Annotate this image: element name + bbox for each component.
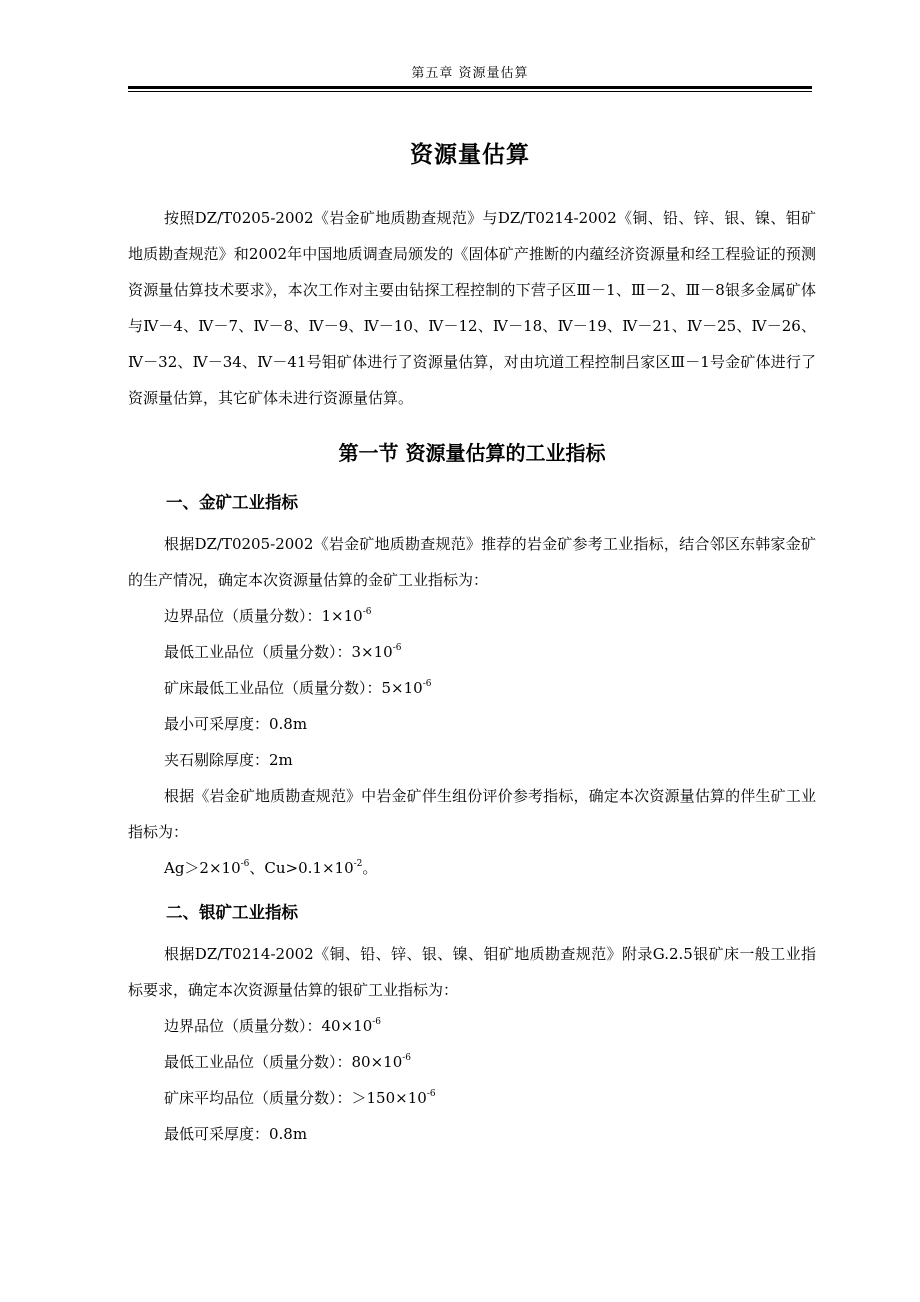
silver-average-grade <box>128 1080 816 1116</box>
silver-heading: 二、银矿工业指标 <box>166 903 298 922</box>
silver-min-industrial-value: 80×10 <box>351 1053 403 1071</box>
exponent: -6 <box>362 607 372 617</box>
gold-min-industrial-grade <box>128 634 816 670</box>
document-body <box>128 200 816 1152</box>
header-rule-secondary <box>128 91 812 92</box>
gold-min-industrial-label: 最低工业品位（质量分数）： <box>164 643 352 661</box>
gold-min-thickness: 最小可采厚度：0.8m <box>164 715 308 733</box>
silver-min-industrial-grade <box>128 1044 816 1080</box>
silver-cutoff-value: 40×10 <box>321 1017 373 1035</box>
silver-cutoff-grade <box>128 1008 816 1044</box>
gold-associated-indicators <box>128 850 816 886</box>
exponent: -6 <box>372 1017 382 1027</box>
gold-waste-thickness: 夹石剔除厚度：2m <box>164 751 293 769</box>
running-header: 第五章 资源量估算 <box>411 66 529 81</box>
gold-cutoff-label: 边界品位（质量分数）： <box>164 607 322 625</box>
exponent: -6 <box>422 679 432 689</box>
silver-assoc-value: Ag＞2×10 <box>164 859 241 877</box>
page-title: 资源量估算 <box>410 142 530 168</box>
copper-assoc-value: 、Cu>0.1×10 <box>249 859 354 877</box>
silver-min-industrial-label: 最低工业品位（质量分数）： <box>164 1053 352 1071</box>
silver-average-value: ＞150×10 <box>351 1089 427 1107</box>
gold-cutoff-value: 1×10 <box>321 607 363 625</box>
gold-min-industrial-value: 3×10 <box>351 643 393 661</box>
exponent: -6 <box>392 643 402 653</box>
exponent: -2 <box>353 859 363 869</box>
gold-associated-intro: 根据《岩金矿地质勘查规范》中岩金矿伴生组份评价参考指标，确定本次资源量估算的伴生矿工业指标为： <box>128 787 816 841</box>
intro-paragraph: 按照DZ/T0205-2002《岩金矿地质勘查规范》与DZ/T0214-2002《铜、铅、锌、银、镍、钼矿地质勘查规范》和2002年中国地质调查局颁发的《固体矿产推断的内蕴经济资源量和经工程验证的预测资源量估算技术要求》，本次工作对主要由钻探工程控制的下营子区Ⅲ－1、Ⅲ－2、Ⅲ－8银多金属矿体与Ⅳ－4、Ⅳ－7、Ⅳ－8、Ⅳ－9、Ⅳ－10、Ⅳ－12、Ⅳ－18、Ⅳ－19、Ⅳ－21、Ⅳ－25、Ⅳ－26、Ⅳ－32、Ⅳ－34、Ⅳ－41号钼矿体进行了资源量估算，对由坑道工程控制吕家区Ⅲ－1号金矿体进行了资源量估算，其它矿体未进行资源量估算。 <box>128 209 816 407</box>
sentence-end: 。 <box>362 859 378 877</box>
gold-deposit-min-label: 矿床最低工业品位（质量分数）： <box>164 679 382 697</box>
header-rule <box>128 86 812 89</box>
exponent: -6 <box>240 859 250 869</box>
gold-deposit-min-grade <box>128 670 816 706</box>
gold-heading: 一、金矿工业指标 <box>166 493 298 512</box>
gold-cutoff-grade <box>128 598 816 634</box>
silver-min-thickness: 最低可采厚度：0.8m <box>164 1125 308 1143</box>
gold-intro-paragraph: 根据DZ/T0205-2002《岩金矿地质勘查规范》推荐的岩金矿参考工业指标，结合邻区东韩家金矿的生产情况，确定本次资源量估算的金矿工业指标为： <box>128 535 816 589</box>
exponent: -6 <box>402 1053 412 1063</box>
silver-cutoff-label: 边界品位（质量分数）： <box>164 1017 322 1035</box>
exponent: -6 <box>426 1089 436 1099</box>
silver-intro-paragraph: 根据DZ/T0214-2002《铜、铅、锌、银、镍、钼矿地质勘查规范》附录G.2.5银矿床一般工业指标要求，确定本次资源量估算的银矿工业指标为： <box>128 945 816 999</box>
section-title: 第一节 资源量估算的工业指标 <box>338 441 606 465</box>
silver-average-label: 矿床平均品位（质量分数）： <box>164 1089 352 1107</box>
gold-deposit-min-value: 5×10 <box>381 679 423 697</box>
